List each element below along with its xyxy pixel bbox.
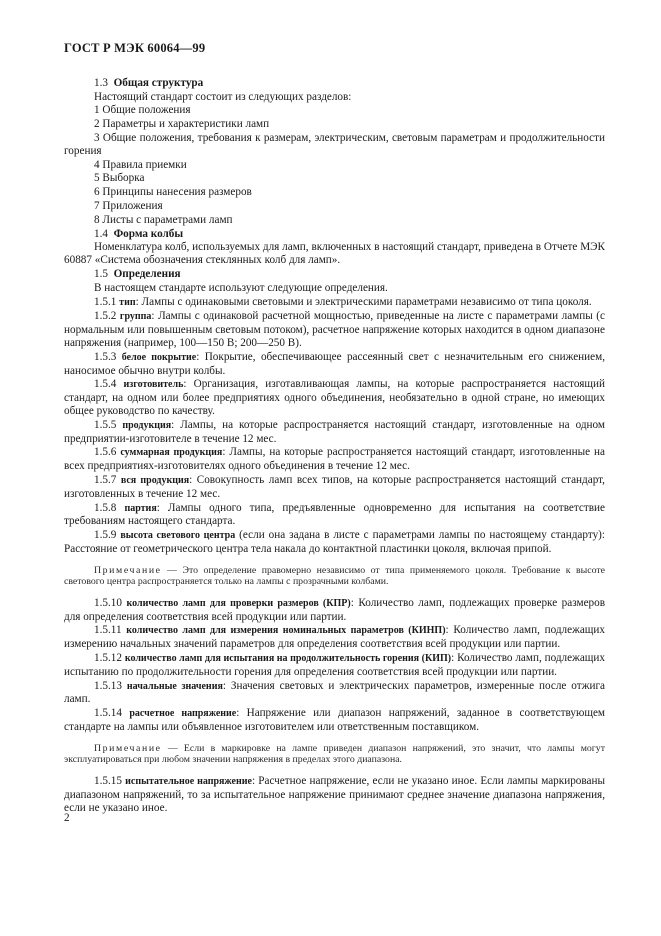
- definition-1-5-10: 1.5.10 количество ламп для проверки размеров (КПР): Количество ламп, подлежащих проверке размеров для определения соответствия всей продукции или партии.: [64, 596, 606, 623]
- section-1-4-text: Номенклатура колб, используемых для ламп, включенных в настоящий стандарт, приведена в Отчете МЭК 60887 «Система обозначения стеклянных колб для ламп».: [64, 241, 605, 267]
- definition-1-5-4: 1.5.4 изготовитель: Организация, изготавливающая лампы, на которые распространяется настоящий стандарт, на одном или более предприятиях одного объединения, необязательно в одной стране, но имеющих общее руководство по качеству.: [64, 378, 605, 417]
- definition-1-5-8: 1.5.8 партия: Лампы одного типа, предъявленные одновременно для испытания на соответствие требованиям настоящего стандарта.: [64, 501, 605, 528]
- section-number: 1.3: [94, 76, 108, 89]
- definition-1-5-9: 1.5.9 высота светового центра (если она задана в листе с параметрами лампы по настоящему стандарту): Расстояние от геометрического центра тела накала до контактной пластинки цоколя, включая припой.: [64, 529, 606, 555]
- section-1-3-heading: [64, 77, 605, 90]
- definition-1-5-15: 1.5.15 испытательное напряжение: Расчетное напряжение, если не указано иное. Если лампы маркированы диапазоном напряжений, то за испытательное напряжение принимают среднее значение диапазона напряжения, если не указано иное.: [64, 775, 605, 814]
- document-header: ГОСТ Р МЭК 60064—99: [64, 41, 206, 55]
- section-1-5-heading: [64, 268, 605, 281]
- section-title: Общая структура: [113, 76, 204, 89]
- section-title: Определения: [113, 267, 181, 280]
- definition-1-5-6: 1.5.6 суммарная продукция: Лампы, на которые распространяется настоящий стандарт, изготовленные на всех предприятиях-изготовителях одного объединения в течение 12 мес.: [64, 446, 605, 473]
- list-item: 2 Параметры и характеристики ламп: [94, 118, 270, 131]
- definition-1-5-12: 1.5.12 количество ламп для испытания на продолжительность горения (КИП): Количество ламп, подлежащих испытанию по продолжительности горения для определения соответствия всей продукции или партии.: [64, 652, 605, 678]
- list-item: 3 Общие положения, требования к размерам, электрическим, световым параметрам и продолжительности горения: [64, 131, 605, 157]
- definition-1-5-1: 1.5.1 тип: Лампы с одинаковыми световыми и электрическими параметрами независимо от типа цоколя.: [94, 295, 592, 308]
- definition-1-5-14: 1.5.14 расчетное напряжение: Напряжение или диапазон напряжений, заданное в соответствующем стандарте на лампы или объявленное изготовителем или ответственным поставщиком.: [64, 707, 606, 734]
- section-1-3-intro: Настоящий стандарт состоит из следующих разделов:: [94, 90, 352, 103]
- list-item: 1 Общие положения: [94, 104, 191, 117]
- note-2: Примечание — Если в маркировке на лампе приведен диапазон напряжений, это значит, что лампы могут эксплуатироваться при любом значении напряжения в пределах этого диапазона.: [64, 742, 605, 766]
- section-number: 1.4: [94, 227, 108, 240]
- definition-1-5-7: 1.5.7 вся продукция: Совокупность ламп всех типов, на которые распространяется настоящий стандарт, изготовленных в течение 12 мес.: [64, 473, 605, 500]
- definition-1-5-3: 1.5.3 белое покрытие: Покрытие, обеспечивающее рассеянный свет с незначительным его снижением, наносимое обычно внутри колбы.: [64, 350, 606, 377]
- list-item: 7 Приложения: [94, 199, 163, 212]
- definition-1-5-11: 1.5.11 количество ламп для измерения номинальных параметров (КИНП): Количество ламп, подлежащих измерению начальных значений параметров для определения соответствия всей продукции или партии.: [64, 624, 605, 651]
- list-item: 8 Листы с параметрами ламп: [94, 213, 233, 226]
- list-item: 5 Выборка: [94, 172, 145, 185]
- definition-1-5-2: 1.5.2 группа: Лампы с одинаковой расчетной мощностью, приведенные на листе с параметрами лампы (с нормальным или повышенным световым потоком), расчетное напряжение которых находится в одном диапазоне напряжения (например, 100—150 В; 200—250 В).: [64, 310, 605, 349]
- section-number: 1.5: [94, 267, 108, 280]
- definition-1-5-5: 1.5.5 продукция: Лампы, на которые распространяется настоящий стандарт, изготовленные на одном предприятии-изготовителе в течение 12 мес.: [64, 418, 605, 445]
- section-title: Форма колбы: [113, 227, 184, 240]
- definition-1-5-13: 1.5.13 начальные значения: Значения световых и электрических параметров, измеренные после отжига ламп.: [64, 679, 606, 706]
- list-item: 4 Правила приемки: [94, 158, 187, 171]
- page-number: 2: [64, 812, 70, 824]
- section-1-4-heading: [64, 228, 605, 241]
- list-item: 6 Принципы нанесения размеров: [94, 186, 252, 199]
- section-1-5-intro: В настоящем стандарте используют следующие определения.: [94, 281, 388, 294]
- note-1: Примечание — Это определение правомерно независимо от типа применяемого цоколя. Требование к высоте светового центра распространяется только на лампы с прозрачными колбами.: [64, 564, 605, 588]
